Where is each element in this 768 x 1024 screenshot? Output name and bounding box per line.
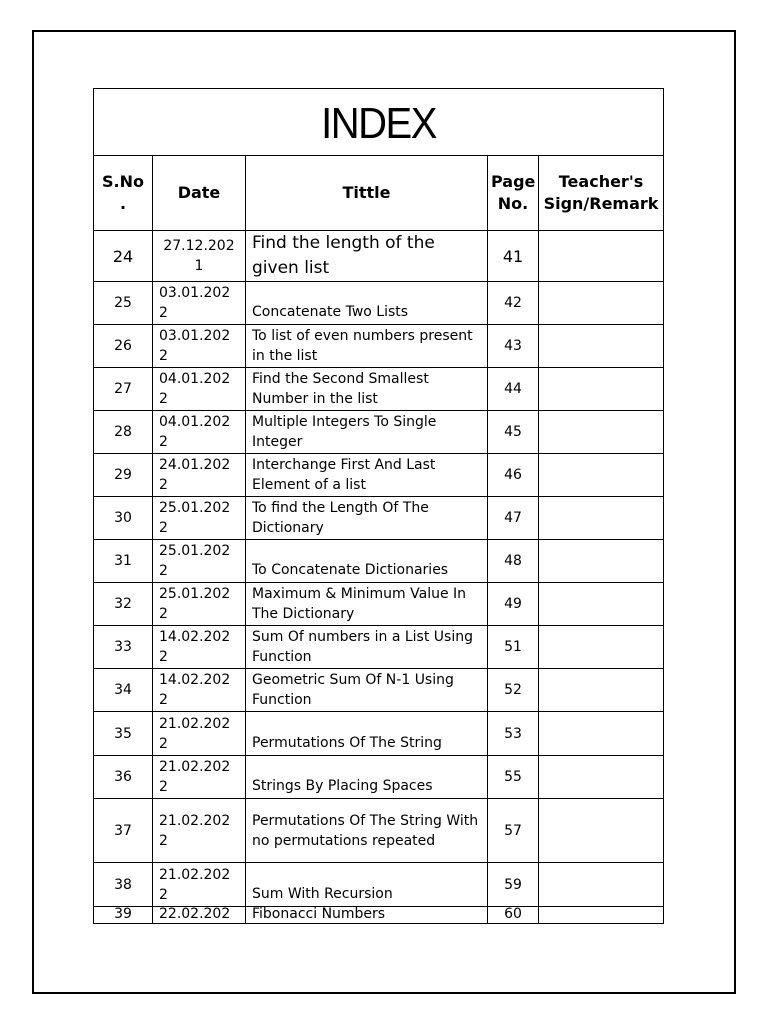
row-date: 25.01.2022 bbox=[153, 540, 246, 583]
row-date: 21.02.2022 bbox=[153, 756, 246, 799]
table-row bbox=[94, 411, 664, 454]
row-page: 48 bbox=[488, 540, 539, 583]
header-sno: S.No . bbox=[94, 156, 153, 231]
row-date: 14.02.2022 bbox=[153, 669, 246, 712]
table-row bbox=[94, 756, 664, 799]
row-date: 25.01.2022 bbox=[153, 583, 246, 626]
row-title: Interchange First And Last Element of a list bbox=[246, 454, 488, 497]
row-remark bbox=[539, 411, 664, 454]
row-sno: 38 bbox=[94, 863, 153, 907]
row-remark bbox=[539, 540, 664, 583]
row-date: 03.01.2022 bbox=[153, 325, 246, 368]
header-row bbox=[94, 156, 664, 231]
row-title: Sum Of numbers in a List Using Function bbox=[246, 626, 488, 669]
table-row bbox=[94, 799, 664, 863]
row-date: 21.02.2022 bbox=[153, 799, 246, 863]
row-remark bbox=[539, 231, 664, 282]
table-row bbox=[94, 712, 664, 756]
row-page: 45 bbox=[488, 411, 539, 454]
row-date: 21.02.2022 bbox=[153, 712, 246, 756]
row-sno: 28 bbox=[94, 411, 153, 454]
row-page: 57 bbox=[488, 799, 539, 863]
row-page: 52 bbox=[488, 669, 539, 712]
row-sno: 35 bbox=[94, 712, 153, 756]
row-page: 42 bbox=[488, 282, 539, 325]
row-remark bbox=[539, 907, 664, 924]
row-sno: 36 bbox=[94, 756, 153, 799]
row-remark bbox=[539, 497, 664, 540]
row-remark bbox=[539, 669, 664, 712]
row-remark bbox=[539, 583, 664, 626]
row-sno: 26 bbox=[94, 325, 153, 368]
row-page: 41 bbox=[488, 231, 539, 282]
row-page: 55 bbox=[488, 756, 539, 799]
row-page: 44 bbox=[488, 368, 539, 411]
table-row bbox=[94, 907, 664, 924]
table-row bbox=[94, 368, 664, 411]
row-remark bbox=[539, 799, 664, 863]
row-sno: 27 bbox=[94, 368, 153, 411]
row-sno: 37 bbox=[94, 799, 153, 863]
row-date: 14.02.2022 bbox=[153, 626, 246, 669]
row-remark bbox=[539, 756, 664, 799]
row-page: 43 bbox=[488, 325, 539, 368]
row-remark bbox=[539, 863, 664, 907]
row-title: To find the Length Of The Dictionary bbox=[246, 497, 488, 540]
row-title: Maximum & Minimum Value In The Dictionary bbox=[246, 583, 488, 626]
table-row bbox=[94, 863, 664, 907]
row-title: Sum With Recursion bbox=[246, 863, 488, 907]
row-page: 49 bbox=[488, 583, 539, 626]
row-date: 22.02.202 bbox=[153, 907, 246, 924]
row-title: To Concatenate Dictionaries bbox=[246, 540, 488, 583]
row-date: 03.01.2022 bbox=[153, 282, 246, 325]
row-remark bbox=[539, 325, 664, 368]
row-page: 53 bbox=[488, 712, 539, 756]
table-row bbox=[94, 626, 664, 669]
table-row bbox=[94, 669, 664, 712]
row-remark bbox=[539, 282, 664, 325]
table-row bbox=[94, 231, 664, 282]
row-sno: 25 bbox=[94, 282, 153, 325]
row-title: Fibonacci Numbers bbox=[246, 907, 488, 924]
row-remark bbox=[539, 712, 664, 756]
header-date: Date bbox=[153, 156, 246, 231]
row-sno: 32 bbox=[94, 583, 153, 626]
index-title: INDEX bbox=[321, 99, 436, 148]
row-remark bbox=[539, 454, 664, 497]
header-title: Tittle bbox=[246, 156, 488, 231]
index-table bbox=[93, 88, 664, 924]
row-title: Find the length of the given list bbox=[246, 231, 488, 282]
row-title: Geometric Sum Of N-1 Using Function bbox=[246, 669, 488, 712]
row-sno: 29 bbox=[94, 454, 153, 497]
row-page: 46 bbox=[488, 454, 539, 497]
row-page: 60 bbox=[488, 907, 539, 924]
table-row bbox=[94, 325, 664, 368]
row-title: Concatenate Two Lists bbox=[246, 282, 488, 325]
row-date: 21.02.2022 bbox=[153, 863, 246, 907]
table-row bbox=[94, 583, 664, 626]
row-title: Permutations Of The String With no permutations repeated bbox=[246, 799, 488, 863]
row-sno: 39 bbox=[94, 907, 153, 924]
row-remark bbox=[539, 626, 664, 669]
row-date: 25.01.2022 bbox=[153, 497, 246, 540]
row-title: Strings By Placing Spaces bbox=[246, 756, 488, 799]
header-remark: Teacher's Sign/Remark bbox=[539, 156, 664, 231]
row-page: 47 bbox=[488, 497, 539, 540]
table-row bbox=[94, 454, 664, 497]
row-date: 27.12.2021 bbox=[153, 231, 246, 282]
row-title: Permutations Of The String bbox=[246, 712, 488, 756]
row-date: 04.01.2022 bbox=[153, 411, 246, 454]
header-page: Page No. bbox=[488, 156, 539, 231]
row-date: 04.01.2022 bbox=[153, 368, 246, 411]
row-title: Find the Second Smallest Number in the list bbox=[246, 368, 488, 411]
row-page: 51 bbox=[488, 626, 539, 669]
row-sno: 33 bbox=[94, 626, 153, 669]
row-title: Multiple Integers To Single Integer bbox=[246, 411, 488, 454]
row-sno: 30 bbox=[94, 497, 153, 540]
row-sno: 24 bbox=[94, 231, 153, 282]
row-title: To list of even numbers present in the list bbox=[246, 325, 488, 368]
index-title-cell bbox=[94, 89, 664, 156]
row-page: 59 bbox=[488, 863, 539, 907]
table-row bbox=[94, 497, 664, 540]
row-sno: 31 bbox=[94, 540, 153, 583]
table-row bbox=[94, 540, 664, 583]
row-remark bbox=[539, 368, 664, 411]
row-sno: 34 bbox=[94, 669, 153, 712]
table-row bbox=[94, 282, 664, 325]
row-date: 24.01.2022 bbox=[153, 454, 246, 497]
